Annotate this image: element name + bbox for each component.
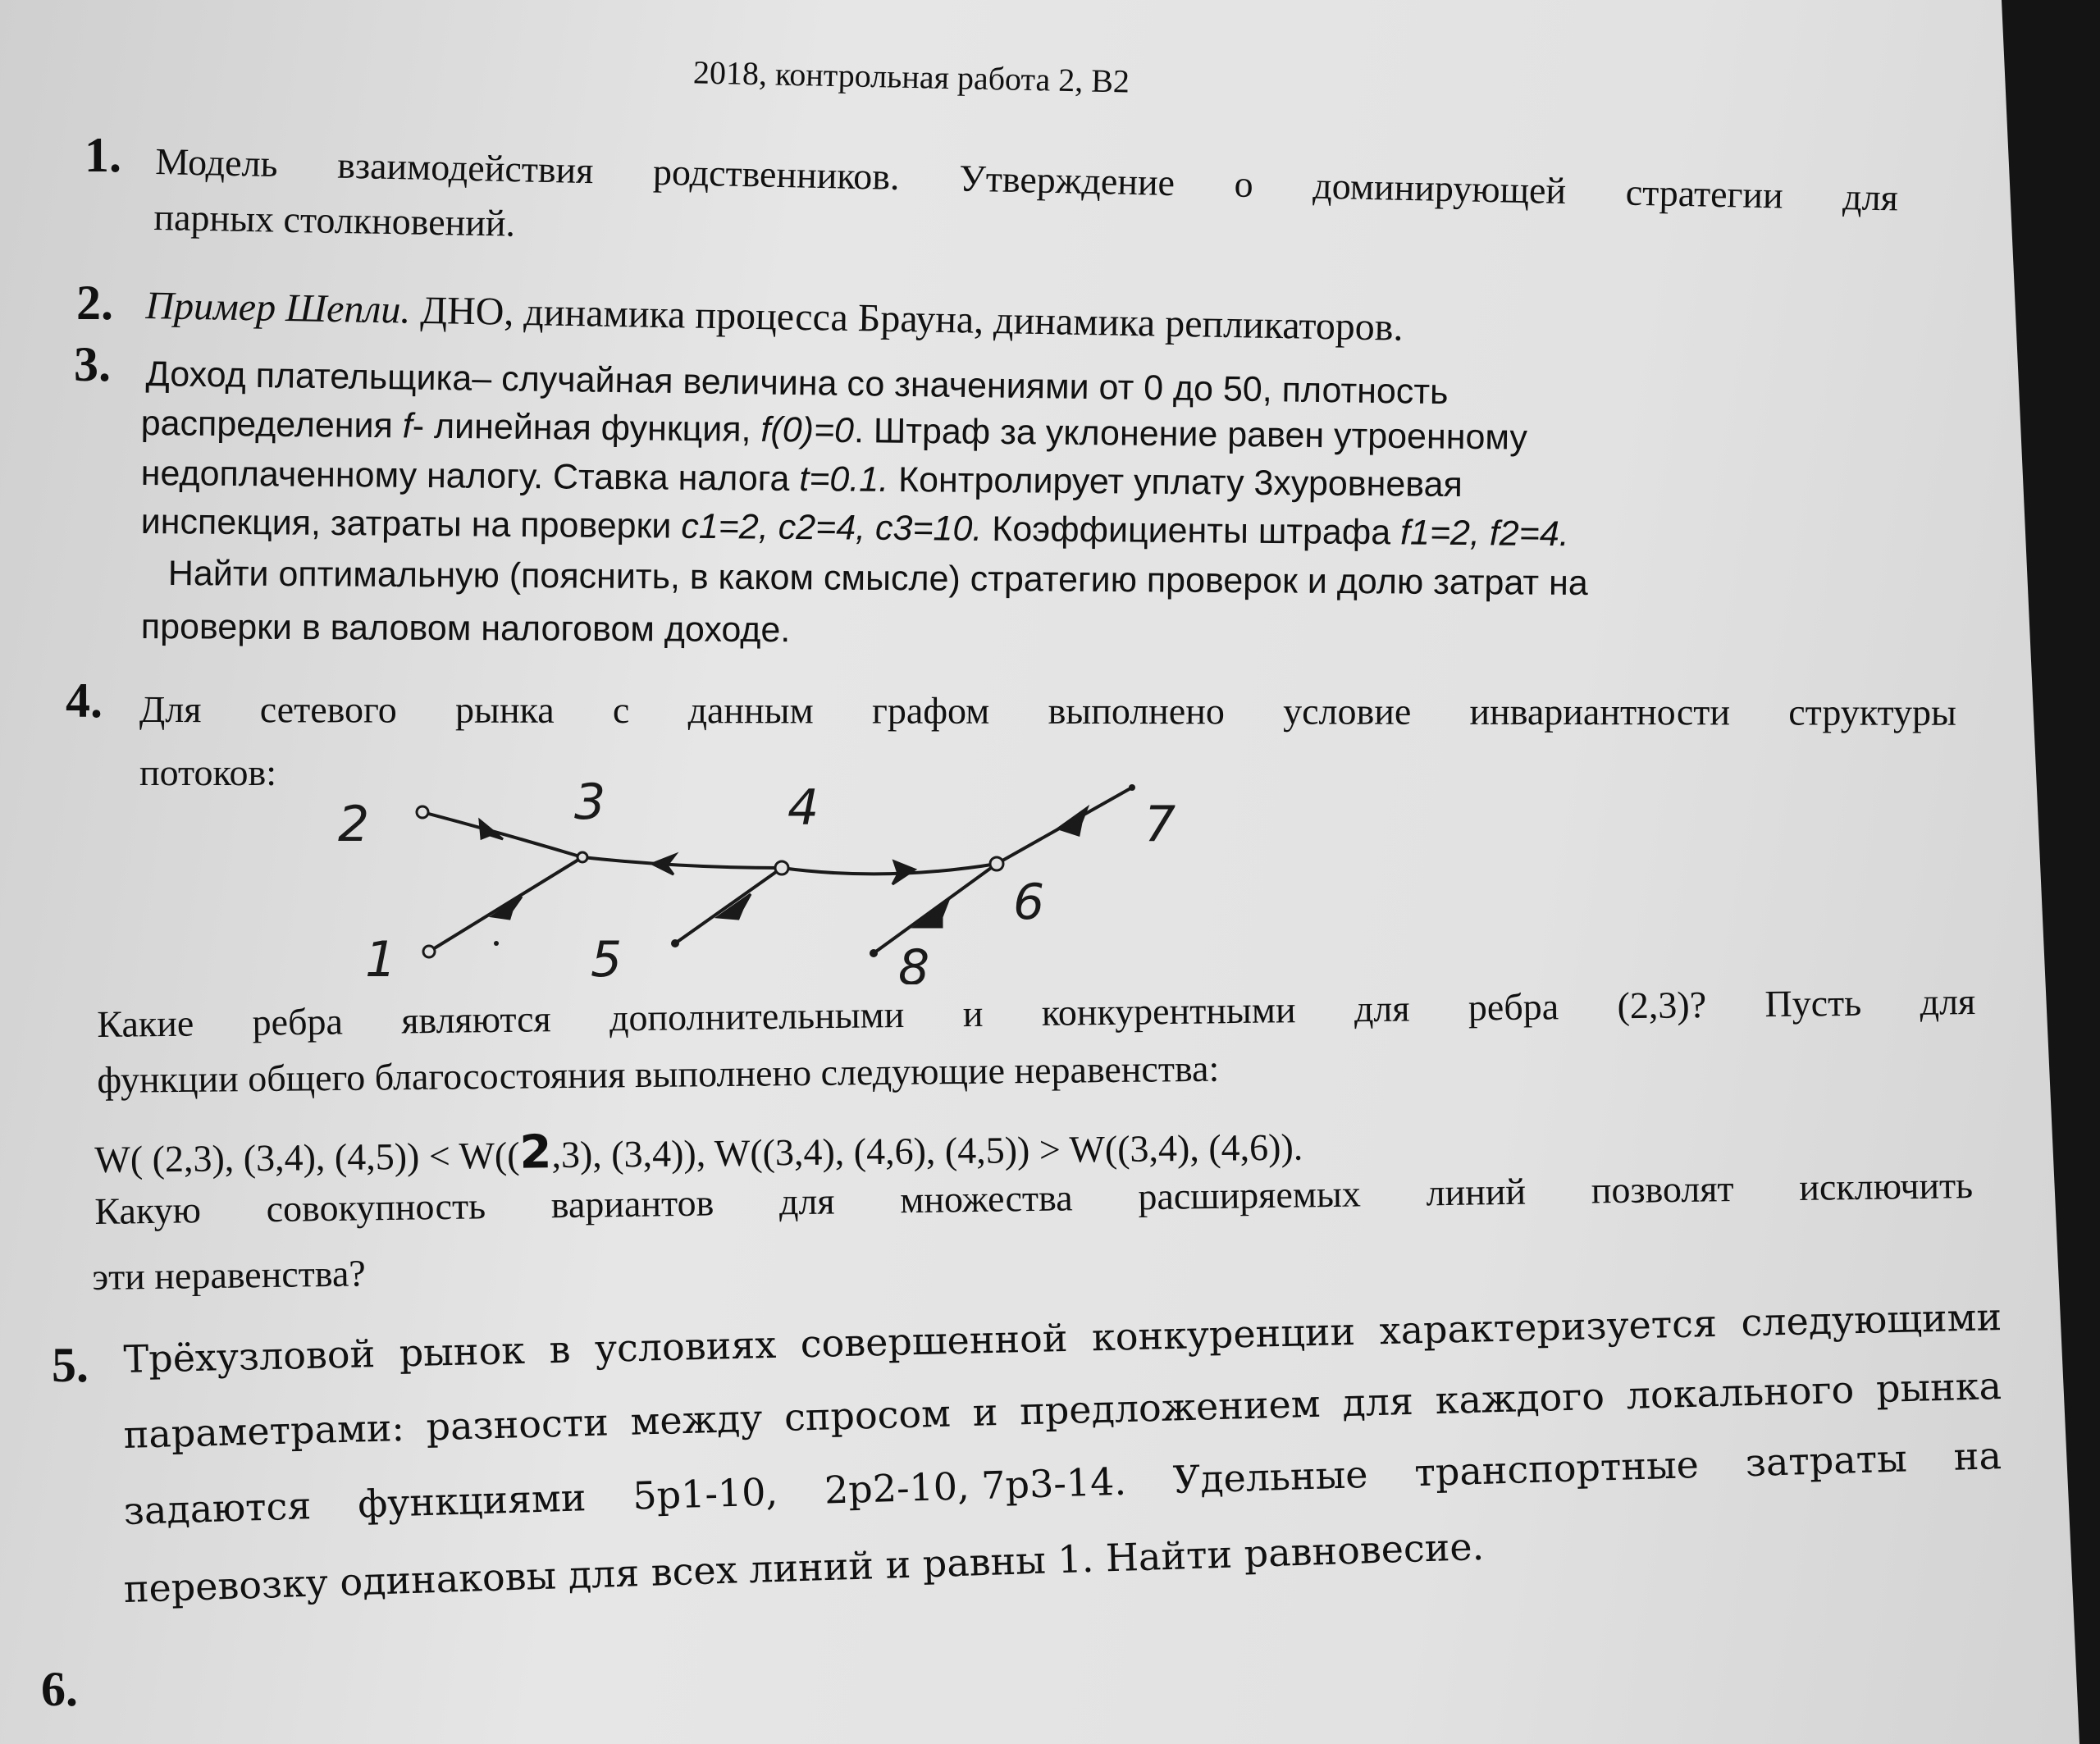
question-4-line-1: Для сетевого рынка с данным графом выполнено условие инвариантности структуры: [139, 688, 1956, 733]
question-5-line-4: перевозку одинаковы для всех линий и равны 1. Найти равновесие.: [123, 1523, 1485, 1611]
edge-3-4: [582, 857, 782, 868]
node-6: [990, 857, 1003, 870]
question-4-line-2: потоков:: [139, 751, 277, 793]
question-4-line-7: эти неравенства?: [92, 1252, 367, 1298]
node-4: [775, 861, 788, 874]
page-title: 2018, контрольная работа 2, В2: [692, 53, 1130, 100]
edge-8-6: [874, 864, 997, 953]
arrow-5-4: [718, 894, 751, 919]
node-1: [423, 946, 435, 957]
question-number: 2.: [76, 276, 113, 330]
label-node-1: 1: [365, 931, 397, 984]
question-5-line-3: задаются функциями 5p1-10, 2p2-10, 7p3-14. Удельные транспортные затраты на: [123, 1433, 2002, 1533]
question-5-line-1: Трёхузловой рынок в условиях совершенной конкуренции характеризуется следующими: [123, 1294, 2002, 1381]
edge-4-6: [782, 864, 997, 874]
node-3: [578, 852, 587, 862]
handwritten-correction: 2: [519, 1125, 552, 1180]
question-number: 5.: [52, 1338, 89, 1392]
arrow-8-6: [915, 902, 947, 927]
question-2-text: Пример Шепли. ДНО, динамика процесса Брауна, динамика репликаторов.: [145, 283, 1404, 349]
question-4-line-6: Какую совокупность вариантов для множества расширяемых линий позволят исключить: [94, 1164, 1974, 1232]
question-5-line-2: параметрами: разности между спросом и предложением для каждого локального рынка: [123, 1363, 2002, 1457]
node-8: [870, 949, 878, 957]
arrow-1-3: [492, 897, 522, 919]
question-4-line-4: функции общего благосостояния выполнено следующие неравенства:: [97, 1047, 1220, 1101]
question-6-number: 6.: [41, 1662, 78, 1716]
arrow-6-7: [1058, 808, 1087, 835]
network-graph: [324, 771, 1210, 984]
label-node-3: 3: [574, 774, 606, 831]
question-number: 3.: [74, 337, 111, 391]
example-name: Пример Шепли.: [145, 283, 411, 332]
edge-5-4: [675, 868, 782, 943]
question-3-line-5: Найти оптимальную (пояснить, в каком смысле) стратегию проверок и долю затрат на: [167, 554, 1588, 604]
label-node-2: 2: [338, 796, 370, 853]
question-3-line-4: инспекция, затраты на проверки c1=2, c2=4, c3=10. Коэффициенты штрафа f1=2, f2=4.: [140, 502, 1569, 555]
question-3-line-1: Доход плательщика– случайная величина со значениями от 0 до 50, плотность: [145, 354, 1449, 413]
question-number: 1.: [84, 128, 121, 182]
arrow-2-3: [480, 820, 503, 839]
node-5: [671, 939, 679, 947]
label-node-6: 6: [1013, 874, 1045, 931]
node-2: [417, 806, 428, 818]
question-3-line-3: недоплаченному налогу. Ставка налога t=0.1. Контролирует уплату 3хуровневая: [140, 454, 1463, 505]
question-number: 4.: [66, 673, 103, 728]
question-1-line-1: Модель взаимодействия родственников. Утверждение о доминирующей стратегии для: [154, 139, 1899, 219]
node-7: [1129, 784, 1135, 791]
question-1-line-2: парных столкновений.: [153, 195, 516, 244]
question-4-line-3: Какие ребра являются дополнительными и конкурентными для ребра (2,3)? Пусть для: [97, 980, 1976, 1045]
label-node-8: 8: [898, 939, 930, 984]
label-node-5: 5: [591, 931, 623, 984]
question-4-inequalities: W( (2,3), (3,4), (4,5)) < W((2,3), (3,4)), W((3,4), (4,6), (4,5)) > W((3,4), (4,6)).: [94, 1125, 1303, 1180]
question-3-line-6: проверки в валовом налоговом доходе.: [140, 607, 791, 651]
edge-2-3: [422, 812, 582, 857]
edge-1-3: [429, 857, 582, 952]
label-node-7: 7: [1144, 796, 1176, 853]
question-3-line-2: распределения f- линейная функция, f(0)=0. Штраф за уклонение равен утроенному: [140, 404, 1528, 458]
label-node-4: 4: [788, 779, 819, 837]
